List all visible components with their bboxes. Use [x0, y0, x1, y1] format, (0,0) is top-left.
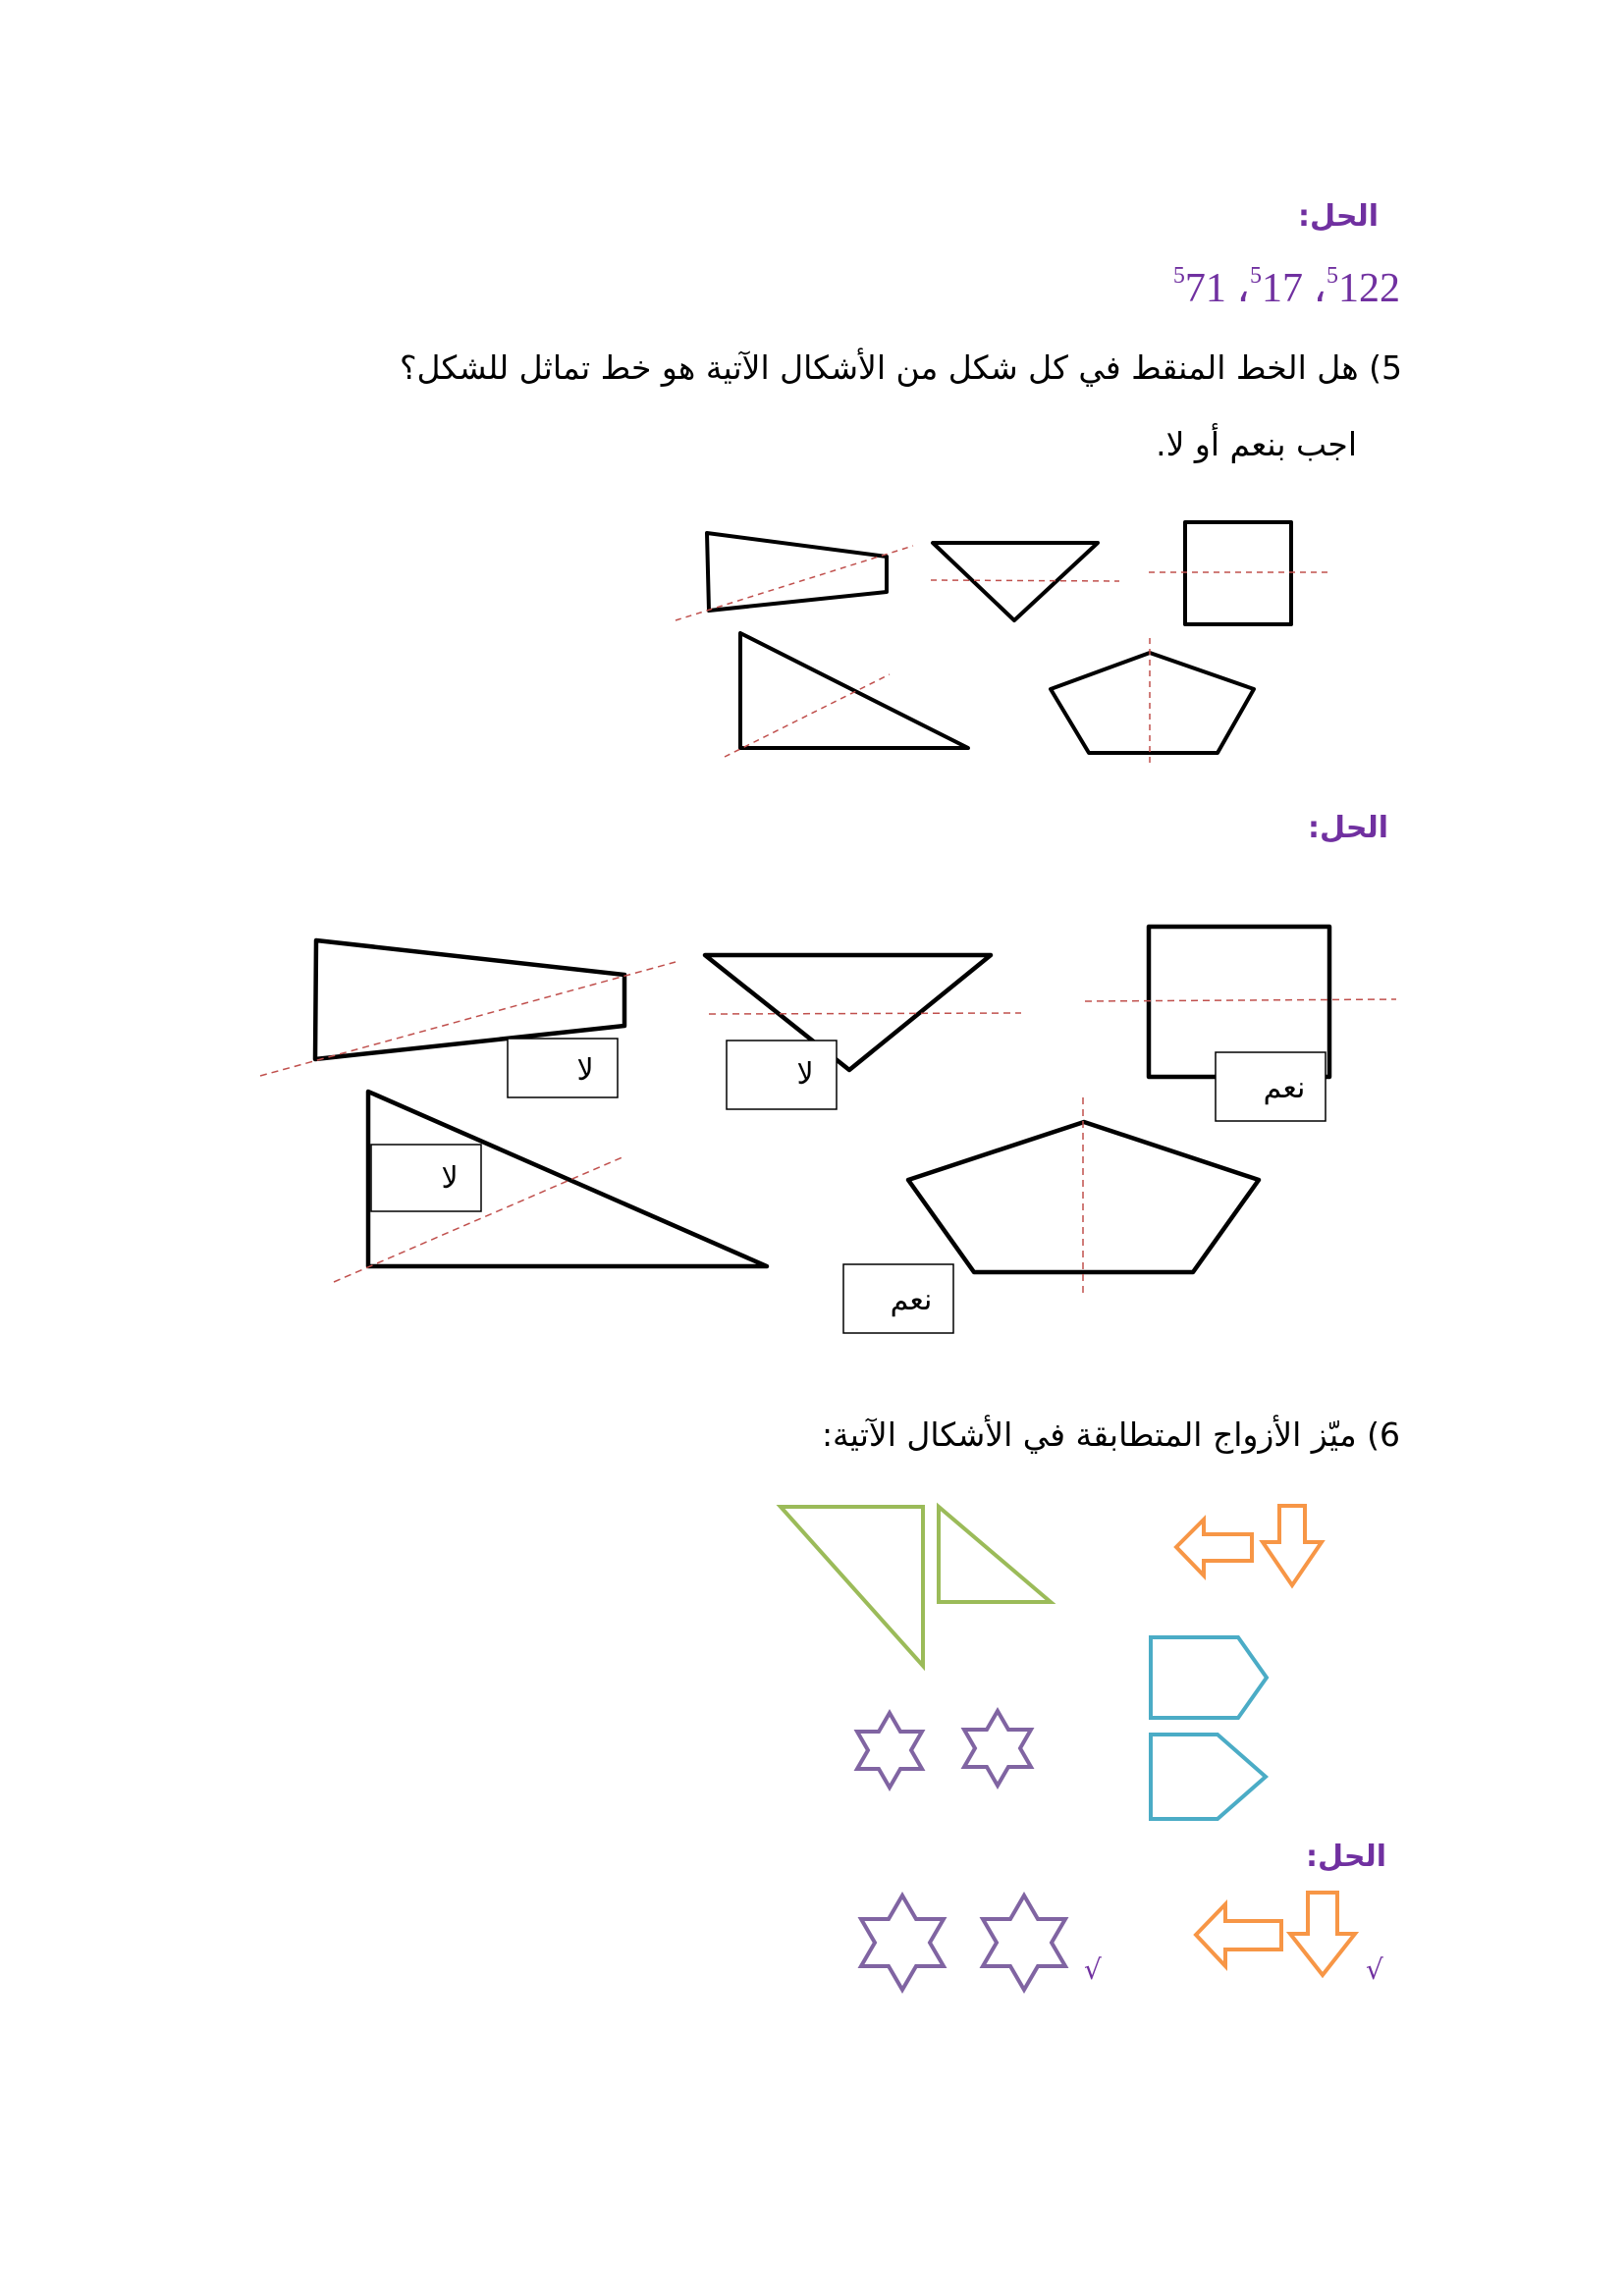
checkmark-arrows: √ — [1366, 1953, 1383, 1986]
answer-right-triangle: لا — [441, 1161, 459, 1196]
solution-label: الحل: — [1298, 199, 1379, 234]
solution-label: الحل: — [1308, 811, 1388, 845]
question-5-instruction: اجب بنعم أو لا. — [1156, 425, 1357, 463]
star-purple-left — [861, 1896, 944, 1990]
solution-label: الحل: — [1306, 1840, 1386, 1874]
star-purple-right — [983, 1896, 1065, 1990]
question-5-text: 5) هل الخط المنقط في كل شكل من الأشكال الآتية هو خط تماثل للشكل؟ — [400, 348, 1402, 387]
down-arrow-orange — [1290, 1893, 1355, 1975]
powers-answer: $^5$122، $^5$17، $^5$71 — [1172, 263, 1400, 311]
answer-trapezoid: لا — [576, 1053, 594, 1088]
checkmark-stars: √ — [1084, 1953, 1102, 1986]
left-arrow-orange — [1196, 1904, 1281, 1966]
answer-square: نعم — [1263, 1071, 1306, 1105]
power-71: $^5$71 — [1172, 263, 1226, 311]
answer-triangle: لا — [796, 1057, 814, 1092]
power-17: $^5$17 — [1249, 263, 1303, 311]
answer-pentagon: نعم — [890, 1283, 933, 1317]
question-6-text: 6) ميّز الأزواج المتطابقة في الأشكال الآتية: — [821, 1415, 1400, 1454]
power-122: $^5$122 — [1326, 263, 1400, 311]
